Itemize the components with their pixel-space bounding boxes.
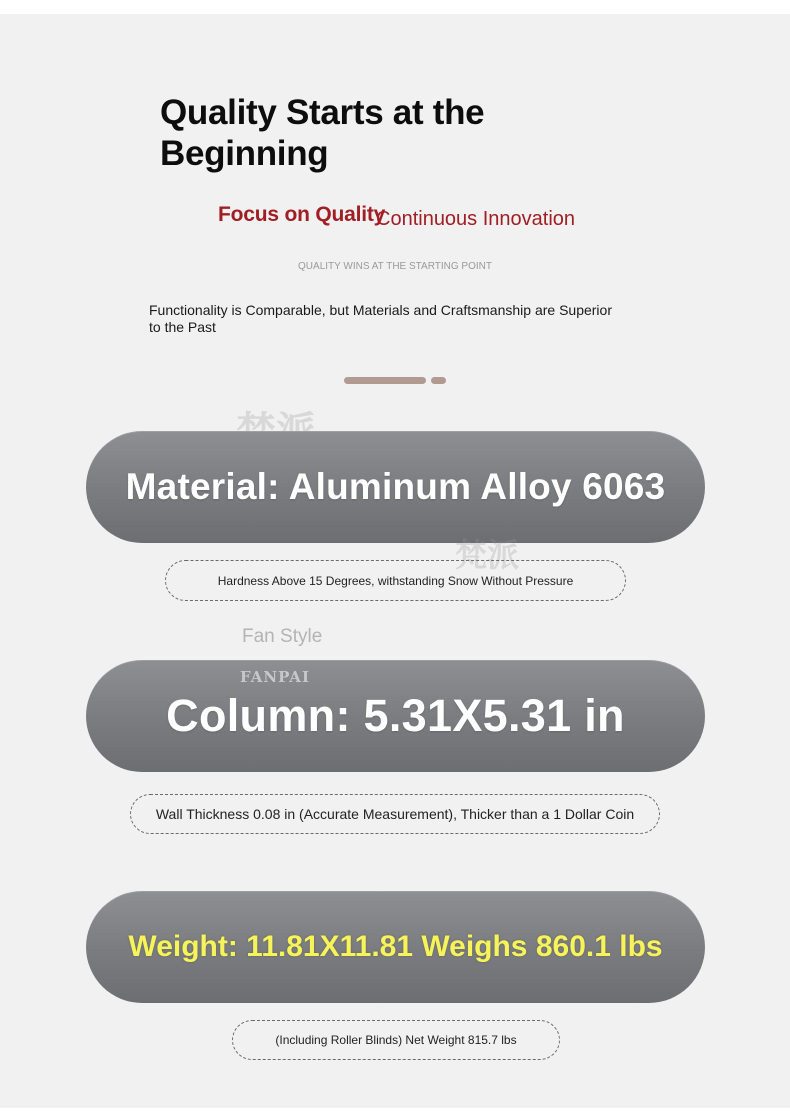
spec-banner-column <box>86 660 705 772</box>
spec-label-weight: Weight: 11.81X11.81 Weighs 860.1 lbs <box>128 930 663 963</box>
spec-note-column <box>130 794 660 834</box>
section-caption: QUALITY WINS AT THE STARTING POINT <box>298 261 492 272</box>
spec-note-material <box>165 560 626 601</box>
watermark-logo-mid: 梵派 <box>455 536 520 574</box>
divider-bar-long <box>344 377 426 384</box>
section-subheading: Functionality is Comparable, but Materials and Craftsmanship are Superior to the Past <box>149 302 612 335</box>
spec-label-material: Material: Aluminum Alloy 6063 <box>125 466 666 507</box>
tagline-focus: Focus on Quality <box>218 203 386 226</box>
divider-bar-short <box>431 377 446 384</box>
spec-label-column: Column: 5.31X5.31 in <box>166 690 625 741</box>
spec-note-column-text: Wall Thickness 0.08 in (Accurate Measurement), Thicker than a 1 Dollar Coin <box>155 806 635 822</box>
spec-banner-material <box>86 431 705 543</box>
spec-note-weight-text: (Including Roller Blinds) Net Weight 815.7 lbs <box>275 1033 517 1047</box>
tagline-innovation: Continuous Innovation <box>376 208 576 230</box>
page-title: Quality Starts at the Beginning <box>160 93 485 173</box>
brand-watermark-sub: FANPAI <box>240 668 310 686</box>
spec-note-material-text: Hardness Above 15 Degrees, withstanding Snow Without Pressure <box>217 573 574 588</box>
brand-watermark-name: Fan Style <box>242 626 323 647</box>
spec-banner-weight <box>86 891 705 1003</box>
spec-note-weight <box>232 1020 560 1060</box>
